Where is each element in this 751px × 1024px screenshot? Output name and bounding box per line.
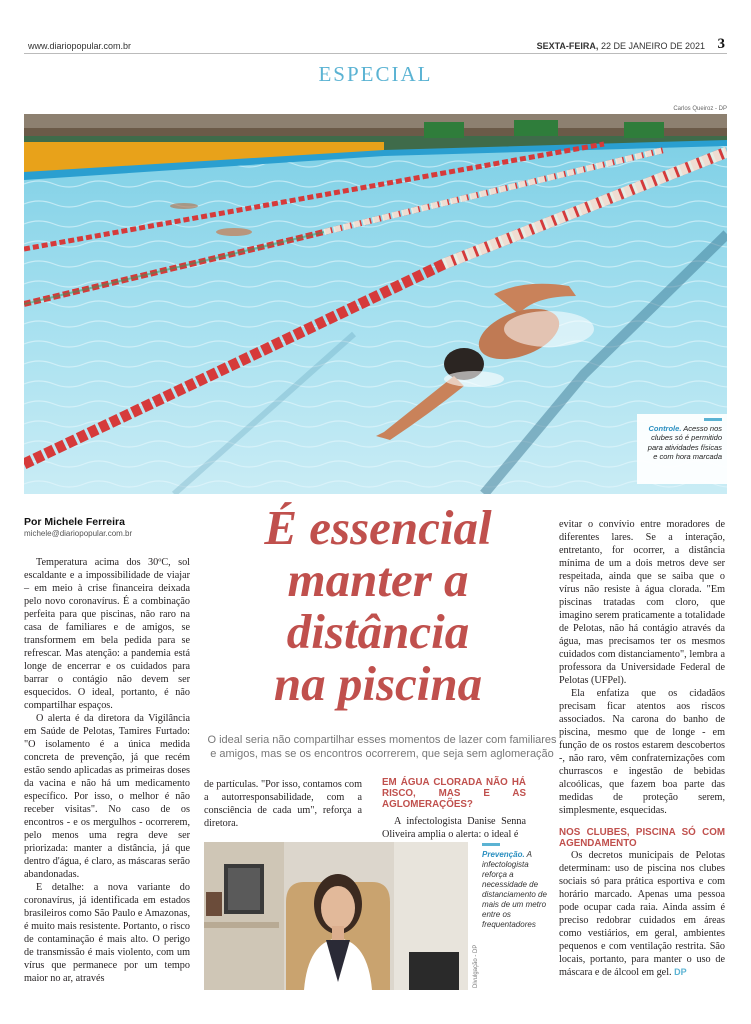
headline-line: manter a	[287, 552, 469, 607]
page-number: 3	[717, 36, 725, 52]
article-headline	[200, 502, 556, 710]
headline-line: na piscina	[273, 656, 483, 711]
article-column-1	[24, 556, 190, 985]
article-column-3	[559, 518, 725, 979]
caption-text: Acesso nos clubes só é permitido para atividades físicas e com hora marcada	[647, 424, 722, 462]
article-column-2a	[204, 778, 362, 830]
section-title: ESPECIAL	[318, 62, 433, 86]
end-mark: DP	[674, 967, 687, 977]
paragraph: Temperatura acima dos 30ºC, sol escaldante e a impossibilidade de viajar – em meio à crise financeira deixada pelo novo coronavírus. É a combinação perfeita para que piscinas, não raro na casa de familiares e de amigos, se transformem em bela pedida para se refrescar. Mas atenção: a pandemia está longe de encerrar e os cuidados para barrar o contágio não devem ser esquecidos. O ideal, portanto, é não compartilhar espaços.	[24, 557, 190, 711]
author-email[interactable]: michele@diariopopular.com.br	[24, 529, 133, 538]
headline-line: É essencial	[264, 500, 492, 555]
caption-accent-bar	[482, 843, 500, 846]
infectologist-photo	[204, 842, 468, 990]
main-photo-caption	[637, 414, 727, 484]
paragraph: A infectologista Danise Senna Oliveira amplia o alerta: o ideal é	[382, 816, 526, 840]
subheading: NOS CLUBES, PISCINA SÓ COM AGENDAMENTO	[559, 827, 725, 849]
site-url: www.diariopopular.com.br	[28, 41, 132, 51]
paragraph: Ela enfatiza que os cidadãos precisam ficar atentos aos riscos associados. Na carona do banho de piscina, mesmo que de longe - em função de os rostos estarem descobertos -, não raro, vêm confraternizações com churrascos e ingestão de bebidas alcoólicas, que fazem boa parte das medidas de proteção serem, simplesmente, esquecidas.	[559, 688, 725, 816]
paragraph: de partículas. "Por isso, contamos com a autorresponsabilidade, com a consciência de cada um", reforça a diretora.	[204, 779, 362, 829]
issue-date	[537, 41, 705, 51]
main-photo-credit: Carlos Queiroz - DP	[673, 106, 727, 112]
paragraph	[559, 849, 725, 979]
main-photo-swimming-pool	[24, 114, 727, 494]
article-column-2b	[382, 777, 526, 841]
author-byline: Por Michele Ferreira	[24, 516, 125, 528]
caption-lead: Prevenção.	[482, 850, 525, 859]
paragraph: E detalhe: a nova variante do coronavírus, já identificada em estados brasileiros como São Paulo e Amazonas, é muito mais resistente. Portanto, o risco de contaminação é mais alto. O perigo de transmissão é mais violento, com um vírus que permanece por um tempo maior no ar, através	[24, 882, 190, 984]
caption-text: A infectologista reforça a necessidade de distanciamento de mais de um metro entre os frequentadores	[482, 850, 547, 929]
photo2-credit: Divulgação - DP	[473, 944, 479, 988]
article-deck: O ideal seria não compartilhar esses momentos de lazer com familiares e amigos, mas se os encontros ocorrerem, que seja sem aglomeração	[207, 734, 557, 760]
paragraph: evitar o convívio entre moradores de diferentes lares. Se a interação, entretanto, for ocorrer, a distância mínima de um a dois metros deve ser respeitada, ainda que se saiba que o vírus não resiste à água clorada. "Em piscinas tratadas com cloro, que imagino serem praticamente a totalidade de Pelotas, não há contágio através da água, mas precisamos ter os mesmos cuidados com distanciamento", lembra a professora da Universidade Federal de Pelotas (UFPel).	[559, 519, 725, 686]
paragraph: O alerta é da diretora da Vigilância em Saúde de Pelotas, Tamires Furtado: "O isolamento é a única medida concreta de prevenção, já que recém estão sendo aplicadas as primeiras doses da vacina e não há um medicamento específico. Por isso, o melhor é não receber visitas". No caso de os encontros - e os mergulhos - ocorrerem, pelo menos uma regra deve ser priorizada: manter a distância, já que dentro d'água, é claro, as máscaras serão abandonadas.	[24, 713, 190, 880]
headline-line: distância	[286, 604, 470, 659]
caption-lead: Controle.	[648, 424, 682, 433]
subheading: EM ÁGUA CLORADA NÃO HÁ RISCO, MAS E AS AGLOMERAÇÕES?	[382, 777, 526, 810]
paragraph-text: Os decretos municipais de Pelotas determinam: uso de piscina nos clubes sociais só para prática esportiva e com horário marcado. Apenas uma pessoa pode ocupar cada raia. Ainda assim é preciso redobrar cuidados em áreas como vestiários, em geral, ambientes pequenos e com ventilação restrita. São locais, portanto, para manter o uso de máscara e de álcool em gel.	[559, 850, 725, 978]
issue-date-text: 22 DE JANEIRO DE 2021	[600, 41, 705, 51]
issue-weekday: SEXTA-FEIRA,	[536, 41, 599, 51]
photo2-caption	[482, 843, 550, 930]
header-rule	[24, 53, 727, 54]
caption-accent-bar	[704, 418, 722, 421]
